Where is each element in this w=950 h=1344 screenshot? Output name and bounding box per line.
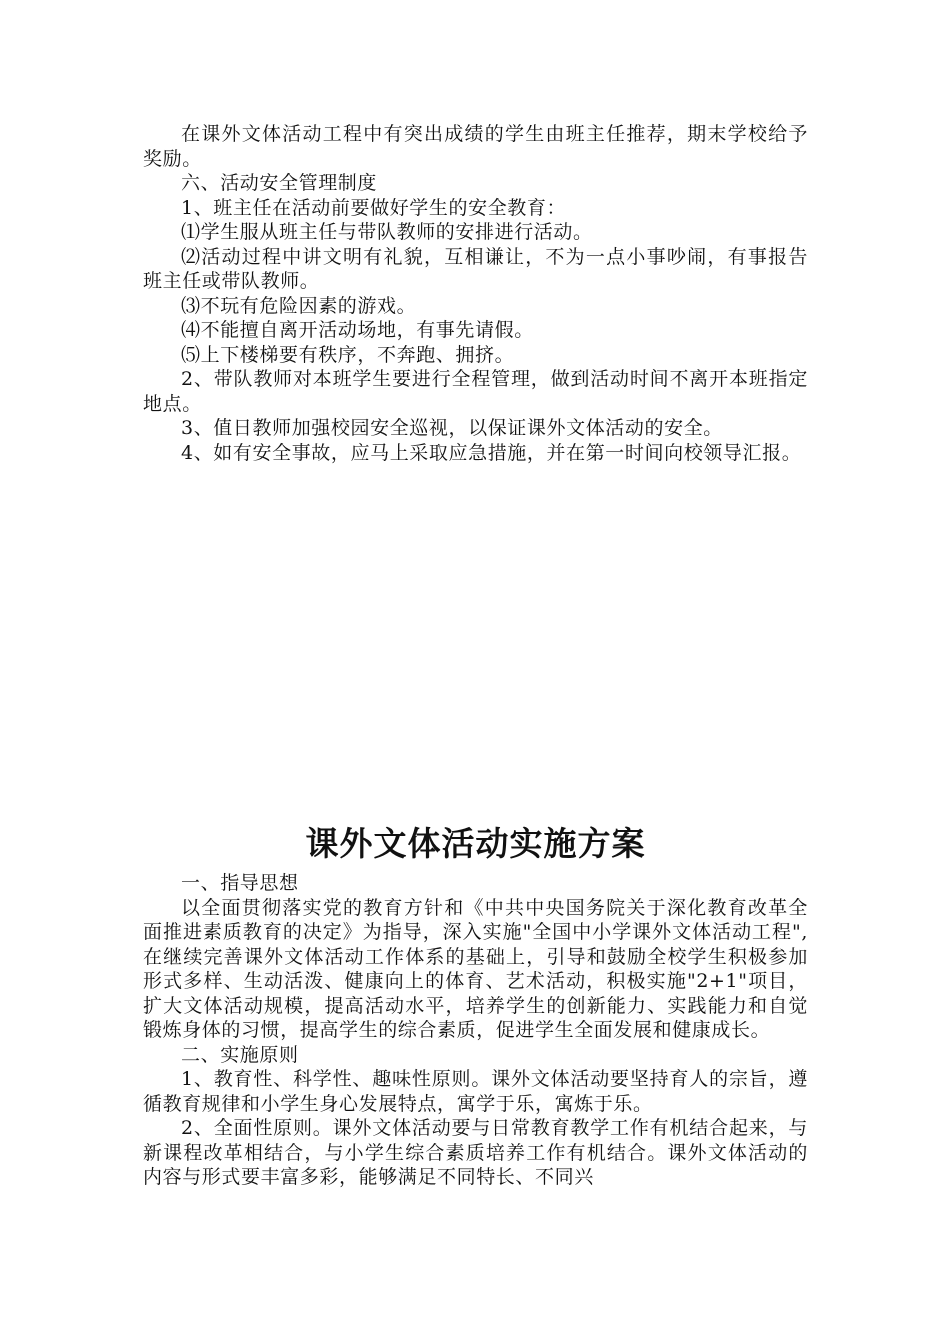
paragraph-principle-1: 1、教育性、科学性、趣味性原则。课外文体活动要坚持育人的宗旨，遵循教育规律和小学生身心发展特点，寓学于乐，寓炼于乐。 — [143, 1068, 808, 1115]
paragraph-safety-subitem-4: ⑷不能擅自离开活动场地，有事先请假。 — [181, 319, 534, 341]
paragraph-safety-item-4: 4、如有安全事故，应马上采取应急措施，并在第一时间向校领导汇报。 — [181, 441, 802, 464]
paragraph-guiding-ideology: 以全面贯彻落实党的教育方针和《中共中央国务院关于深化教育改革全面推进素质教育的决定》为指导，深入实施"全国中小学课外文体活动工程",在继续完善课外文体活动工作体系的基础上，引导和鼓励全校学生积极参加形式多样、生动活泼、健康向上的体育、艺术活动，积极实施"2+1"项目，扩大文体活动规模，提高活动水平，培养学生的创新能力、实践能力和自觉锻炼身体的习惯，提高学生的综合素质，促进学生全面发展和健康成长。 — [143, 896, 808, 1041]
paragraph-safety-subitem-3: ⑶不玩有危险因素的游戏。 — [181, 294, 417, 317]
document-title: 课外文体活动实施方案 — [305, 824, 646, 863]
paragraph-safety-subitem-2: ⑵活动过程中讲文明有礼貌，互相谦让，不为一点小事吵闹，有事报告班主任或带队教师。 — [143, 245, 808, 292]
paragraph-principle-2: 2、全面性原则。课外文体活动要与日常教育教学工作有机结合起来，与新课程改革相结合，与小学生综合素质培养工作有机结合。课外文体活动的内容与形式要丰富多彩，能够满足不同特长、不同兴 — [143, 1117, 808, 1188]
paragraph-safety-item-3: 3、值日教师加强校园安全巡视，以保证课外文体活动的安全。 — [181, 417, 723, 439]
paragraph-safety-subitem-1: ⑴学生服从班主任与带队教师的安排进行活动。 — [181, 221, 593, 243]
document-page-top — [143, 122, 808, 465]
paragraph-safety-item-2: 2、带队教师对本班学生要进行全程管理，做到活动时间不离开本班指定地点。 — [143, 368, 808, 415]
heading-safety-management: 六、活动安全管理制度 — [181, 172, 378, 194]
heading-implementation-principles: 二、实施原则 — [181, 1043, 299, 1066]
paragraph-safety-item-1: 1、班主任在活动前要做好学生的安全教育： — [181, 196, 567, 219]
paragraph-safety-subitem-5: ⑸上下楼梯要有秩序，不奔跑、拥挤。 — [181, 343, 515, 366]
document-page-bottom — [143, 822, 808, 1190]
paragraph-award: 在课外文体活动工程中有突出成绩的学生由班主任推荐，期末学校给予奖励。 — [143, 123, 808, 170]
heading-guiding-ideology: 一、指导思想 — [181, 872, 299, 894]
